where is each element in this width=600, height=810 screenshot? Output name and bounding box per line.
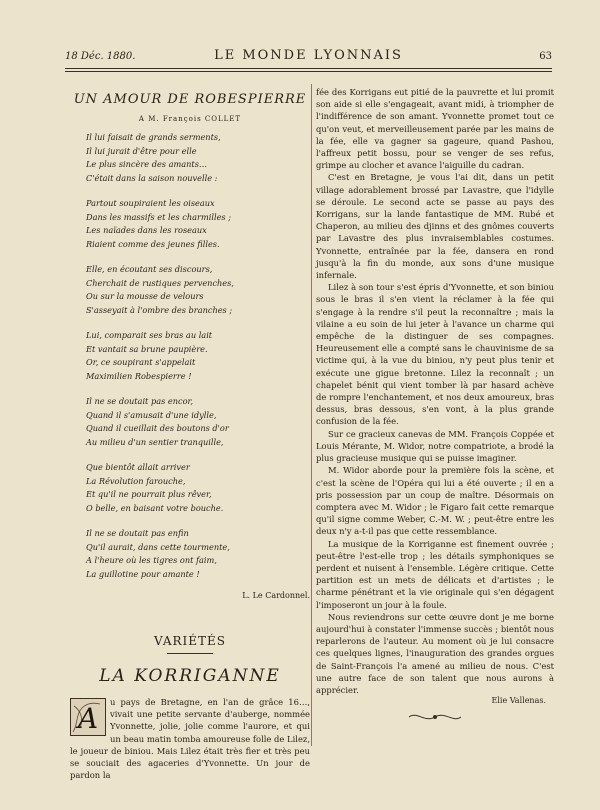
story-title: LA KORRIGANNE <box>99 666 281 686</box>
story-opening <box>70 696 310 781</box>
story-paragraph: Nous reviendrons sur cette œuvre dont je me borne aujourd'hui à constater l'immense succès ; bientôt nous reparlerons de l'auteur. Au moment où je lui consacre ces quelques lignes, l'inauguration des grandes orgues de Saint-François l'a amené au milieu de nous. C'est une autre face de son talent que nous aurons à apprécier. <box>316 611 554 695</box>
issue-date: 18 Déc. 1880. <box>65 51 136 62</box>
poem-verse: Le plus sincère des amants… <box>86 159 208 169</box>
publication-title: LE MONDE LYONNAIS <box>214 48 403 63</box>
page-header <box>65 43 552 63</box>
story-paragraph: fée des Korrigans eut pitié de la pauvrette et lui promit son aide si elle s'engageait, avant midi, à triompher de l'indifférence de son amant. Yvonnette promet tout ce qu'on veut, et merveilleusement parée par les mains de la fée, elle va gagner sa gageure, quand Pashou, l'affreux petit bossu, pour se venger de ses refus, grimpe au clocher et avance l'aiguille du cadran. <box>316 87 554 171</box>
poem-verse: Quand il cueillait des boutons d'or <box>86 423 229 433</box>
story-paragraph: M. Widor aborde pour la première fois la scène, et c'est la scène de l'Opéra qui lui a été ouverte ; il en a pris possession par un coup de maître. Désormais on comptera avec M. Widor ; le Figaro fait cette remarque qu'il signe comme Weber, C.-M. W. ; peut-être entre les deux n'y a-t-il pas que cette ressemblance. <box>316 465 554 537</box>
poem-stanza <box>86 329 310 383</box>
right-column <box>316 86 554 728</box>
poem-verse: Il ne se doutait pas enfin <box>86 528 189 538</box>
poem-verse: Il lui jurait d'être pour elle <box>86 145 197 156</box>
poem-verse: Il lui faisait de grands serments, <box>86 132 221 142</box>
dropcap-letter: A <box>77 702 99 735</box>
column-divider <box>311 84 312 746</box>
page-number: 63 <box>539 51 552 62</box>
poem-verse: Partout soupiraient les oiseaux <box>86 198 215 208</box>
poem-verse: Cherchait de rustiques pervenches, <box>86 277 234 288</box>
story-paragraph: Lilez à son tour s'est épris d'Yvonnette, et son biniou sous le bras il s'en vient la réclamer à la fée qui s'engage à la rendre s'il peut la reconnaître ; mais la vilaine a eu soin de lui jeter à l'avance un charme qui empêche de la distinguer de ses compagnes. Heureusement elle a compté sans le chauvinisme de sa victime qui, à la vue du biniou, n'y peut plus tenir et exécute une gigue bretonne. Lilez la reconnaît ; un chapelet bénit qui vient tomber là par hasard achève de rompre l'enchantement, et nos deux amoureux, bras dessus, bras dessous, s'en vont, à la plus grande confusion de la fée. <box>316 282 554 427</box>
poem-verse: La guillotine pour amante ! <box>86 568 200 579</box>
poem-stanza <box>86 263 310 317</box>
poem-verse: Maximilien Robespierre ! <box>86 370 192 381</box>
poem-verse: Dans les massifs et les charmilles ; <box>86 211 231 222</box>
story-signature: Elie Vallenas. <box>491 696 546 706</box>
poem-verse: Quand il s'amusait d'une idylle, <box>86 409 217 420</box>
poem-verse: Or, ce soupirant s'appelait <box>86 357 196 367</box>
poem-verse: Qu'il aurait, dans cette tourmente, <box>86 541 230 552</box>
poem-verse: O belle, en baisant votre bouche. <box>86 502 224 513</box>
poem-dedication: A M. François COLLET <box>138 115 242 123</box>
poem-verse: Au milieu d'un sentier tranquille, <box>86 436 224 447</box>
poem-verse: Riaient comme des jeunes filles. <box>86 238 220 249</box>
story-paragraph: La musique de la Korriganne est finement ouvrée ; peut-être l'est-elle trop ; les détails symphoniques se perdent et nuisent à l'ensemble. Légère critique. Cette partition est un mets de délicats et d'artistes ; le charme pénétrant et la vie originale qui s'en dégagent l'imposeront un jour à la foule. <box>316 538 554 610</box>
poem-verse: S'asseyait à l'ombre des branches ; <box>86 304 233 315</box>
dropcap-initial <box>70 698 106 736</box>
poem-verse: A l'heure où les tigres ont faim, <box>86 555 217 565</box>
story-opening-text: u pays de Bretagne, en l'an de grâce 16…, vivait une petite servante d'auberge, nommée Yvonnette, jolie, jolie comme l'aurore, et qui un beau matin tomba amoureuse folle de Lilez, le joueur de biniou. Mais Lilez était très fier et très peu se souciait des agaceries d'Yvonnette. Un jour de pardon la <box>70 697 310 781</box>
section-rule <box>167 653 213 654</box>
poem-verse: Les naïades dans les roseaux <box>86 225 207 235</box>
poem-author: L. Le Cardonnel. <box>242 591 310 600</box>
story-paragraph: C'est en Bretagne, je vous l'ai dit, dans un petit village adorablement brossé par Lavastre, que l'idylle se déroule. Le second acte se passe au pays des Korrigans, sur la lande fantastique de MM. Rubé et Chaperon, au milieu des djinns et des gnômes couverts par Lavastre des plus invraisemblables costumes. Yvonnette, entraînée par la fée, dansera en rond jusqu'à la fin du monde, aux sons d'une musique infernale. <box>316 172 554 281</box>
poem-body <box>70 131 310 581</box>
poem-verse: Lui, comparait ses bras au lait <box>86 330 213 340</box>
left-column <box>70 92 310 781</box>
section-title: VARIÉTÉS <box>153 634 227 648</box>
poem-stanza <box>86 527 310 581</box>
poem-stanza <box>86 131 310 185</box>
poem-verse: Et vantait sa brune paupière. <box>86 343 208 354</box>
poem-verse: Ou sur la mousse de velours <box>86 291 204 301</box>
poem-title: UN AMOUR DE ROBESPIERRE <box>73 92 307 107</box>
header-rule-secondary <box>65 71 552 72</box>
story-paragraph: Sur ce gracieux canevas de MM. François Coppée et Louis Mérante, M. Widor, notre compatriote, a brodé la plus gracieuse musique qui se puisse imaginer. <box>316 428 554 464</box>
header-rule <box>65 68 552 69</box>
poem-verse: Et qu'il ne pourrait plus rêver, <box>86 489 212 499</box>
tailpiece-ornament <box>316 709 554 728</box>
poem-verse: Il ne se doutait pas encor, <box>86 396 194 406</box>
poem-verse: Elle, en écoutant ses discours, <box>86 264 213 274</box>
poem-stanza <box>86 395 310 449</box>
poem-verse: La Révolution farouche, <box>86 475 186 486</box>
poem-stanza <box>86 461 310 515</box>
poem-stanza <box>86 197 310 251</box>
poem-verse: C'était dans la saison nouvelle : <box>86 172 218 183</box>
poem-verse: Que bientôt allait arriver <box>86 462 190 472</box>
